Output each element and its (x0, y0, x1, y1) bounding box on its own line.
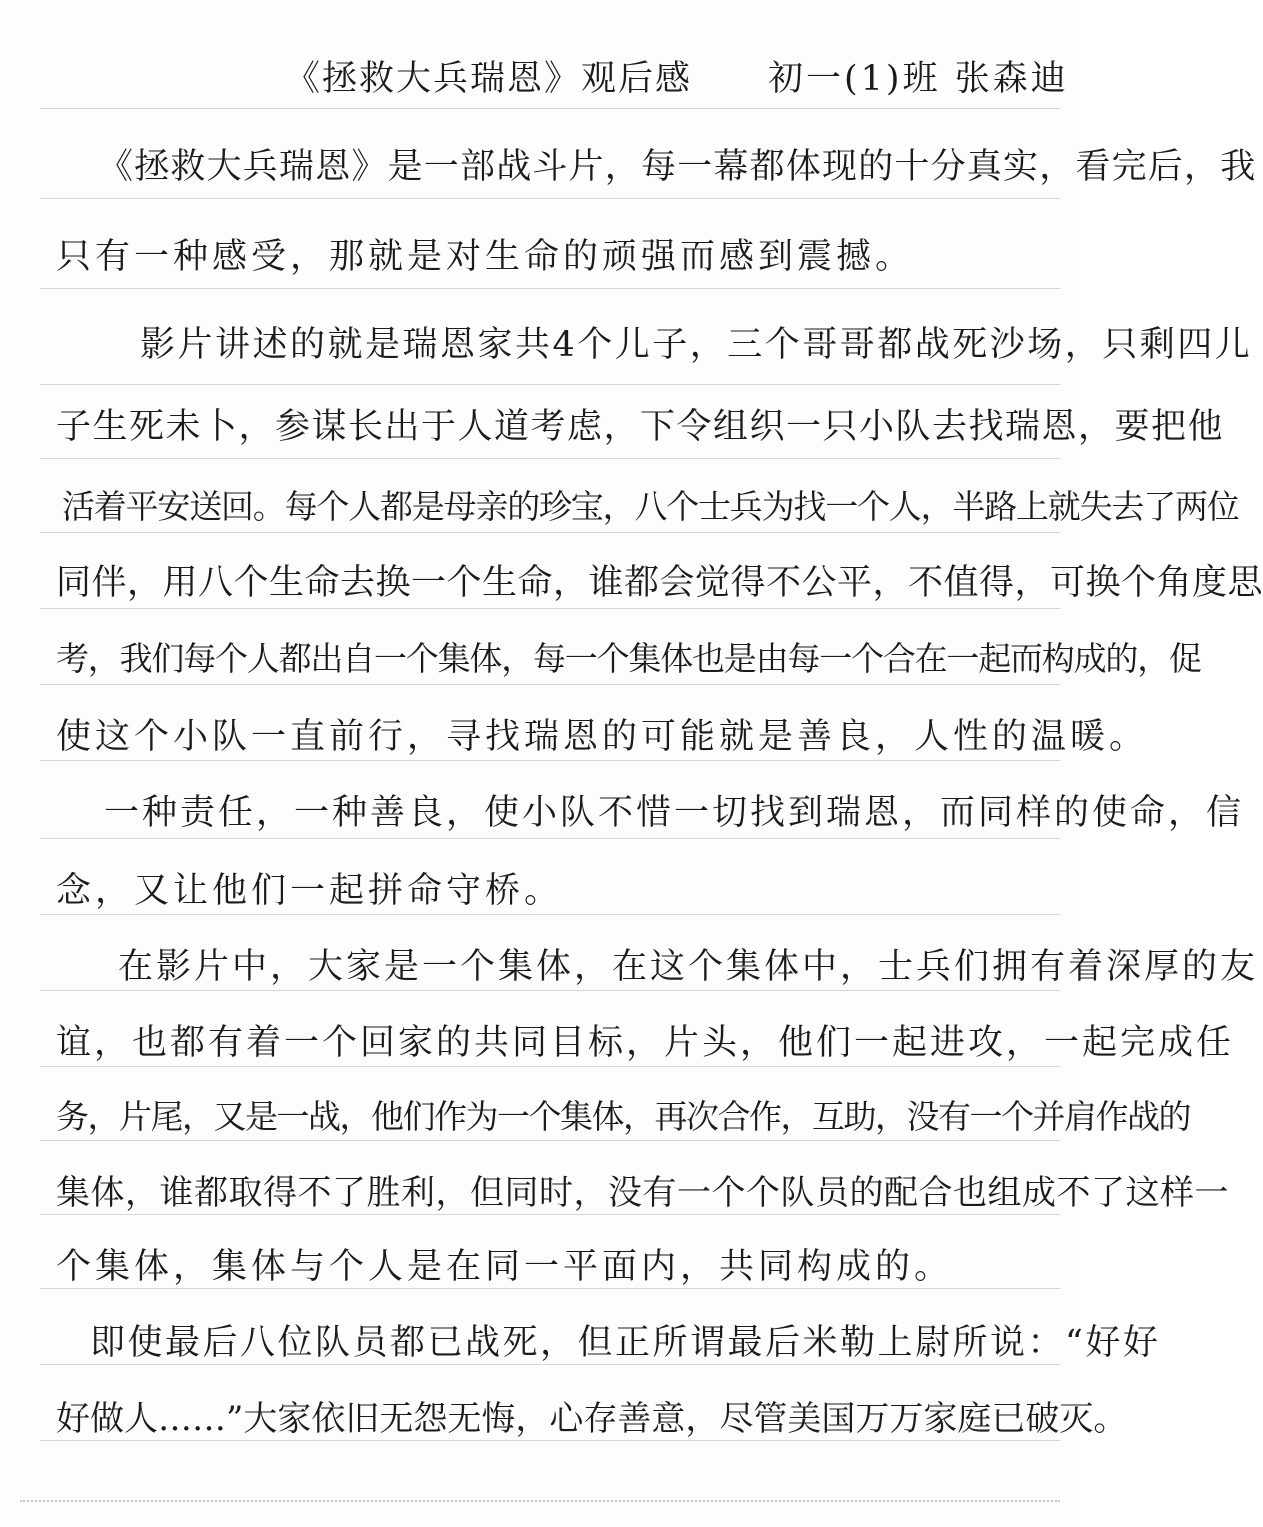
ruled-line (40, 838, 1060, 839)
essay-line: 《拯救大兵瑞恩》是一部战斗片，每一幕都体现的十分真实，看完后，我 (98, 147, 1257, 187)
essay-line: 活着平安送回。每个人都是母亲的珍宝，八个士兵为找一个人，半路上就失去了两位 (62, 487, 1239, 526)
ruled-line (40, 914, 1060, 915)
ruled-line (40, 458, 1060, 459)
essay-line: 只有一种感受，那就是对生命的顽强而感到震撼。 (56, 237, 915, 277)
ruled-line (40, 108, 1060, 109)
essay-line: 务，片尾，又是一战，他们作为一个集体，再次合作，互助，没有一个并肩作战的 (56, 1097, 1190, 1136)
essay-line: 在影片中，大家是一个集体，在这个集体中，士兵们拥有着深厚的友 (118, 947, 1259, 987)
ruled-line (40, 760, 1060, 761)
essay-line: 一种责任，一种善良，使小队不惜一切找到瑞恩，而同样的使命，信 (104, 793, 1245, 833)
ruled-line (40, 1214, 1060, 1215)
ruled-line (40, 684, 1060, 685)
ruled-line (40, 1288, 1060, 1289)
essay-line: 念，又让他们一起拼命守桥。 (56, 871, 564, 911)
ruled-line (40, 198, 1060, 199)
ruled-line (40, 532, 1060, 533)
ruled-line (40, 384, 1060, 385)
ruled-line (40, 1440, 1060, 1441)
essay-line: 即使最后八位队员都已战死，但正所谓最后米勒上尉所说：“好好 (90, 1323, 1161, 1363)
author-line: 初一(1)班 张森迪 (768, 59, 1069, 99)
ruled-line (40, 1364, 1060, 1365)
ruled-line (40, 608, 1060, 609)
essay-title: 《拯救大兵瑞恩》观后感 (285, 59, 693, 99)
essay-line: 影片讲述的就是瑞恩家共4个儿子，三个哥哥都战死沙场，只剩四儿 (140, 325, 1253, 365)
essay-line: 好做人……”大家依旧无怨无悔，心存善意，尽管美国万万家庭已破灭。 (56, 1399, 1128, 1439)
ruled-line (40, 990, 1060, 991)
essay-line: 谊，也都有着一个回家的共同目标，片头，他们一起进攻，一起完成任 (56, 1023, 1235, 1063)
essay-line: 个集体，集体与个人是在同一平面内，共同构成的。 (56, 1247, 954, 1287)
page-bottom-edge (20, 1500, 1060, 1502)
ruled-line (40, 1066, 1060, 1067)
essay-line: 使这个小队一直前行，寻找瑞恩的可能就是善良，人性的温暖。 (56, 717, 1149, 757)
ruled-line (40, 1140, 1060, 1141)
ruled-line (40, 288, 1060, 289)
essay-line: 同伴，用八个生命去换一个生命，谁都会觉得不公平，不值得，可换个角度思 (56, 563, 1263, 603)
essay-line: 子生死未卜，参谋长出于人道考虑，下令组织一只小队去找瑞恩，要把他 (56, 407, 1225, 447)
essay-line: 集体，谁都取得不了胜利，但同时，没有一个个队员的配合也组成不了这样一 (56, 1173, 1229, 1213)
essay-line: 考，我们每个人都出自一个集体，每一个集体也是由每一个合在一起而构成的，促 (56, 639, 1201, 678)
